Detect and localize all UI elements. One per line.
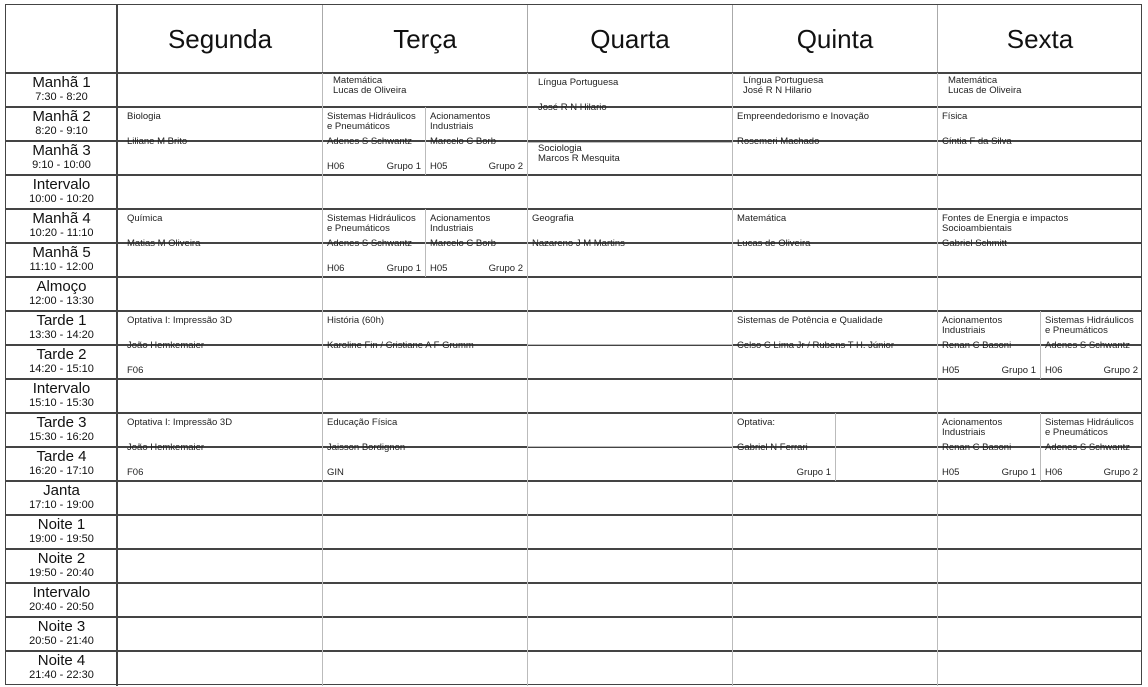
class-qui-m2: Empreendedorismo e Inovação Rosemeri Machado — [737, 111, 870, 147]
slot-label — [6, 585, 117, 613]
slot-name: Noite 4 — [37, 652, 86, 669]
slot-name: Manhã 5 — [32, 244, 91, 261]
class-sex-t1-a: Acionamentos Industriais Renan C Basoni H05 Grupo 1 — [942, 315, 1036, 376]
day-header-sexta: Sexta — [937, 5, 1142, 73]
slot-time: 19:50 - 20:40 — [29, 567, 94, 579]
slot-name: Tarde 1 — [36, 312, 87, 329]
slot-name: Tarde 4 — [36, 448, 87, 465]
day-header-terca: Terça — [322, 5, 527, 73]
class-ter-m1: Matemática Lucas de Oliveira — [333, 75, 407, 96]
class-qua-m4: Geografia Nazareno J M Martins — [532, 213, 625, 249]
slot-label — [6, 211, 117, 239]
slot-label — [6, 245, 117, 273]
day-header-quinta: Quinta — [732, 5, 937, 73]
class-sex-t1-b: Sistemas Hidráulicos e Pneumáticos Adenes S Schwantz H06 Grupo 2 — [1045, 315, 1138, 376]
class-ter-m4-b: Acionamentos Industriais Marcelo C Borb H05 Grupo 2 — [430, 213, 523, 274]
slot-label — [6, 313, 117, 341]
slot-name: Intervalo — [32, 584, 91, 601]
schedule-grid — [5, 4, 1142, 685]
slot-label — [6, 653, 117, 681]
slot-name: Tarde 2 — [36, 346, 87, 363]
slot-name: Noite 1 — [37, 516, 86, 533]
class-sex-m1: Matemática Lucas de Oliveira — [948, 75, 1022, 96]
class-sex-m4: Fontes de Energia e impactos Socioambientais Gabriel Schmitt — [942, 213, 1069, 249]
class-qua-m3: Sociologia Marcos R Mesquita — [538, 143, 620, 164]
slot-name: Almoço — [36, 278, 87, 295]
day-header-segunda: Segunda — [117, 5, 322, 73]
slot-label — [6, 109, 117, 137]
slot-time: 17:10 - 19:00 — [29, 499, 94, 511]
slot-label — [6, 75, 117, 103]
slot-label — [6, 177, 117, 205]
slot-name: Tarde 3 — [36, 414, 87, 431]
class-ter-t1: História (60h) Karoline Fin / Cristiane A F Grumm — [327, 315, 474, 351]
class-sex-t3-a: Acionamentos Industriais Renan C Basoni H05 Grupo 1 — [942, 417, 1036, 478]
class-qua-m1: Língua Portuguesa José R N Hilario — [538, 77, 619, 113]
slot-name: Noite 3 — [37, 618, 86, 635]
slot-label — [6, 619, 117, 647]
slot-time: 12:00 - 13:30 — [29, 295, 94, 307]
slot-name: Noite 2 — [37, 550, 86, 567]
slot-time: 10:00 - 10:20 — [29, 193, 94, 205]
class-qui-t1: Sistemas de Potência e Qualidade Celso C Lima Jr / Rubens T H. Júnior — [737, 315, 894, 351]
slot-label — [6, 381, 117, 409]
slot-name: Intervalo — [32, 176, 91, 193]
slot-name: Manhã 4 — [32, 210, 91, 227]
class-qui-m4: Matemática Lucas de Oliveira — [737, 213, 811, 249]
slot-time: 15:30 - 16:20 — [29, 431, 94, 443]
slot-name: Manhã 3 — [32, 142, 91, 159]
slot-time: 14:20 - 15:10 — [29, 363, 94, 375]
class-seg-t3: Optativa I: Impressão 3D João Hemkemaier F06 — [127, 417, 233, 478]
class-qui-t3: Optativa: Gabriel N Ferrari Grupo 1 — [737, 417, 831, 478]
slot-label — [6, 279, 117, 307]
slot-time: 16:20 - 17:10 — [29, 465, 94, 477]
class-ter-m2-b: Acionamentos Industriais Marcelo C Borb H05 Grupo 2 — [430, 111, 523, 172]
slot-time: 13:30 - 14:20 — [29, 329, 94, 341]
class-ter-t3: Educação Física Jaisson Bordignon GIN — [327, 417, 406, 478]
slot-label — [6, 415, 117, 443]
class-sex-t3-b: Sistemas Hidráulicos e Pneumáticos Adenes S Schwantz H06 Grupo 2 — [1045, 417, 1138, 478]
class-seg-m2: Biologia Liliane M Brito — [127, 111, 188, 147]
slot-label — [6, 143, 117, 171]
slot-time: 7:30 - 8:20 — [35, 91, 88, 103]
slot-time: 11:10 - 12:00 — [29, 261, 94, 273]
slot-time: 8:20 - 9:10 — [35, 125, 88, 137]
class-seg-t1: Optativa I: Impressão 3D João Hemkemaier F06 — [127, 315, 233, 376]
slot-time: 19:00 - 19:50 — [29, 533, 94, 545]
slot-time: 15:10 - 15:30 — [29, 397, 94, 409]
slot-name: Manhã 2 — [32, 108, 91, 125]
day-header-quarta: Quarta — [527, 5, 732, 73]
class-qui-m1: Língua Portuguesa José R N Hilario — [743, 75, 824, 96]
corner-cell — [6, 5, 117, 73]
slot-time: 10:20 - 11:10 — [29, 227, 94, 239]
slot-name: Janta — [43, 482, 80, 499]
slot-time: 21:40 - 22:30 — [29, 669, 94, 681]
slot-name: Intervalo — [32, 380, 91, 397]
slot-label — [6, 347, 117, 375]
slot-time: 20:50 - 21:40 — [29, 635, 94, 647]
slot-label — [6, 483, 117, 511]
class-sex-m2: Física Cíntia F da Silva — [942, 111, 1012, 147]
slot-label — [6, 449, 117, 477]
class-ter-m2-a: Sistemas Hidráulicos e Pneumáticos Adenes S Schwantz H06 Grupo 1 — [327, 111, 421, 172]
slot-name: Manhã 1 — [32, 74, 91, 91]
class-ter-m4-a: Sistemas Hidráulicos e Pneumáticos Adenes S Schwantz H06 Grupo 1 — [327, 213, 421, 274]
slot-label — [6, 517, 117, 545]
slot-time: 20:40 - 20:50 — [29, 601, 94, 613]
slot-time: 9:10 - 10:00 — [32, 159, 91, 171]
class-seg-m4: Química Matias M Oliveira — [127, 213, 201, 249]
slot-label — [6, 551, 117, 579]
